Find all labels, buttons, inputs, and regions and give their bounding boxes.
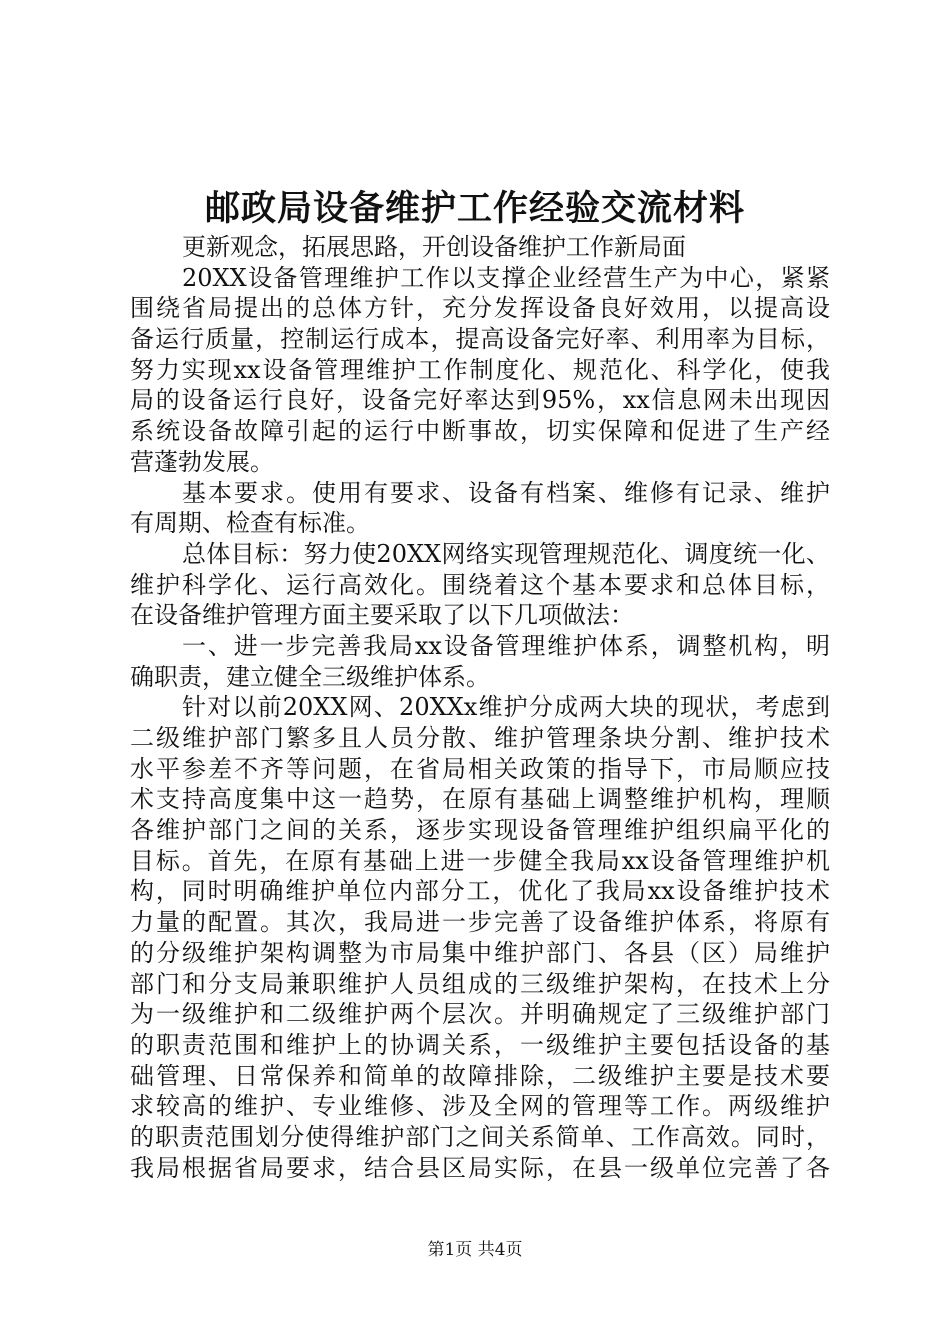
text-line: 的分级维护架构调整为市局集中维护部门、各县（区）局维护: [130, 938, 830, 967]
text-line: 一、进一步完善我局xx设备管理维护体系，调整机构，明: [182, 631, 830, 660]
text-line: 确职责，建立健全三级维护体系。: [130, 662, 490, 691]
document-body: [130, 232, 830, 1183]
text-line: 各维护部门之间的关系，逐步实现设备管理维护组织扁平化的: [130, 816, 830, 845]
text-line: 维护科学化、运行高效化。围绕着这个基本要求和总体目标，: [130, 570, 830, 599]
text-line: 更新观念，拓展思路，开创设备维护工作新局面: [182, 233, 686, 261]
text-line: 20XX设备管理维护工作以支撑企业经营生产为中心，紧紧: [182, 263, 830, 292]
text-line: 础管理、日常保养和简单的故障排除，二级维护主要是技术要: [130, 1061, 830, 1090]
text-line: 目标。首先，在原有基础上进一步健全我局xx设备管理维护机: [130, 846, 830, 875]
text-line: 营蓬勃发展。: [130, 447, 274, 476]
text-line: 求较高的维护、专业维修、涉及全网的管理等工作。两级维护: [130, 1092, 830, 1121]
text-line: 我局根据省局要求，结合县区局实际，在县一级单位完善了各: [130, 1153, 830, 1182]
text-line: 备运行质量，控制运行成本，提高设备完好率、利用率为目标，: [130, 325, 830, 354]
text-line: 基本要求。使用有要求、设备有档案、维修有记录、维护: [182, 478, 830, 507]
text-line: 为一级维护和二级维护两个层次。并明确规定了三级维护部门: [130, 1000, 830, 1029]
text-line: 二级维护部门繁多且人员分散、维护管理条块分割、维护技术: [130, 724, 830, 752]
text-line: 构，同时明确维护单位内部分工，优化了我局xx设备维护技术: [130, 877, 830, 906]
page-number-footer: 第1页 共4页: [427, 1240, 523, 1260]
text-line: 在设备维护管理方面主要采取了以下几项做法：: [130, 601, 634, 630]
text-line: 的职责范围和维护上的协调关系，一级维护主要包括设备的基: [130, 1030, 830, 1059]
text-line: 部门和分支局兼职维护人员组成的三级维护架构，在技术上分: [130, 969, 830, 998]
text-line: 围绕省局提出的总体方针，充分发挥设备良好效用，以提高设: [130, 294, 830, 323]
text-line: 总体目标：努力使20XX网络实现管理规范化、调度统一化、: [182, 539, 830, 568]
text-line: 努力实现xx设备管理维护工作制度化、规范化、科学化，使我: [130, 355, 830, 384]
document-title: 邮政局设备维护工作经验交流材料: [204, 188, 745, 229]
text-line: 针对以前20XX网、20XXx维护分成两大块的现状，考虑到: [182, 693, 830, 722]
text-line: 的职责范围划分使得维护部门之间关系简单、工作高效。同时，: [130, 1122, 830, 1151]
text-line: 力量的配置。其次，我局进一步完善了设备维护体系，将原有: [130, 908, 830, 937]
text-line: 局的设备运行良好，设备完好率达到95%，xx信息网未出现因: [130, 386, 830, 415]
text-line: 水平参差不齐等问题，在省局相关政策的指导下，市局顺应技: [130, 754, 830, 783]
text-line: 术支持高度集中这一趋势，在原有基础上调整维护机构，理顺: [130, 785, 830, 814]
text-line: 系统设备故障引起的运行中断事故，切实保障和促进了生产经: [130, 417, 830, 446]
text-line: 有周期、检查有标准。: [130, 509, 370, 538]
